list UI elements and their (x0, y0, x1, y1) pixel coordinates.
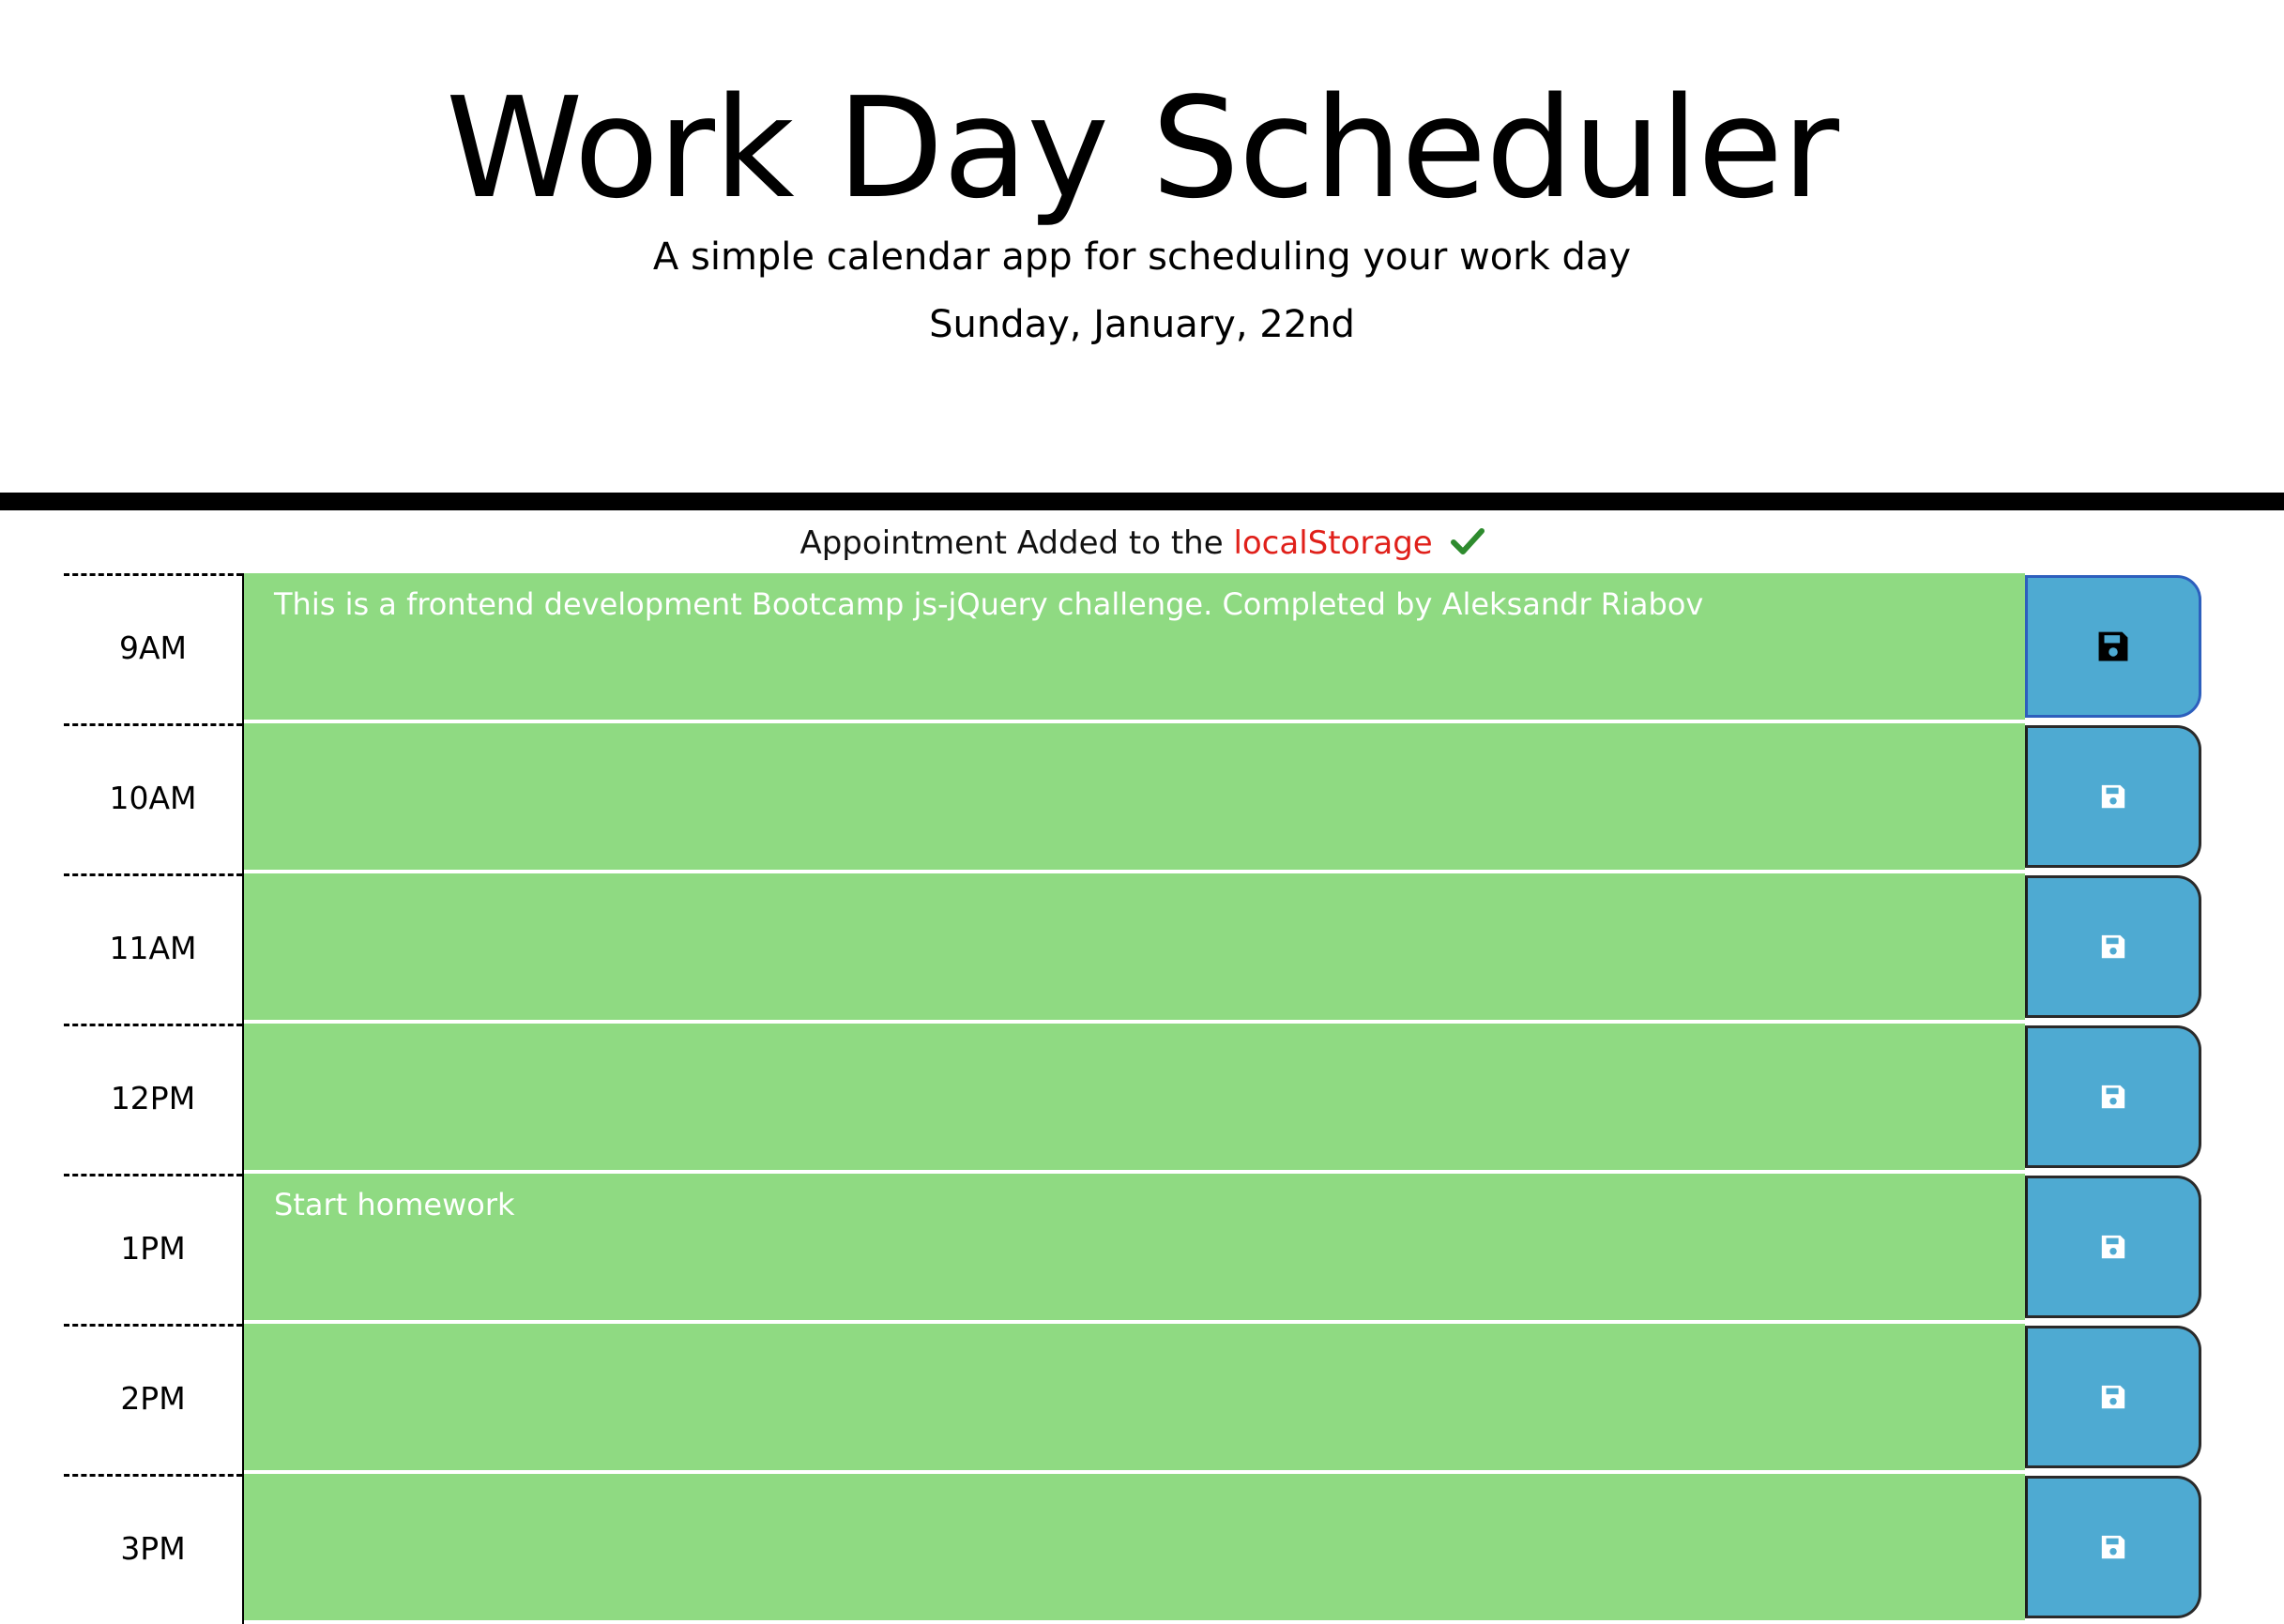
save-button[interactable] (2025, 575, 2201, 718)
save-button[interactable] (2025, 725, 2201, 868)
save-icon (2099, 1233, 2127, 1261)
save-button[interactable] (2025, 875, 2201, 1018)
save-button[interactable] (2025, 1176, 2201, 1318)
hour-label: 9AM (64, 573, 242, 723)
page-subtitle: A simple calendar app for scheduling your work day (652, 235, 1632, 279)
event-description-input[interactable] (244, 1024, 2025, 1172)
time-block (64, 573, 2203, 723)
event-description-input[interactable] (244, 1174, 2025, 1322)
save-icon (2099, 1083, 2127, 1111)
hour-label: 10AM (64, 723, 242, 873)
event-description-input[interactable] (244, 573, 2025, 721)
check-icon (1451, 527, 1485, 555)
hour-label: 12PM (64, 1024, 242, 1174)
event-description-input[interactable] (244, 1474, 2025, 1622)
save-icon (2099, 782, 2127, 811)
hour-label: 2PM (64, 1324, 242, 1474)
page-title: Work Day Scheduler (445, 68, 1839, 229)
notice-storage-label: localStorage (1233, 524, 1433, 562)
save-icon (2099, 1383, 2127, 1411)
current-day: Sunday, January, 22nd (929, 303, 1355, 346)
time-block (64, 1324, 2203, 1474)
save-icon (2099, 1533, 2127, 1561)
event-description-input[interactable] (244, 873, 2025, 1022)
schedule-container (64, 573, 2203, 1624)
event-description-input[interactable] (244, 1324, 2025, 1472)
time-block (64, 1174, 2203, 1324)
save-button[interactable] (2025, 1476, 2201, 1618)
time-block (64, 873, 2203, 1024)
notice-text: Appointment Added to the (799, 524, 1224, 562)
header (0, 0, 2284, 510)
hour-label: 3PM (64, 1474, 242, 1624)
event-description-input[interactable] (244, 723, 2025, 872)
hour-label: 1PM (64, 1174, 242, 1324)
save-button[interactable] (2025, 1025, 2201, 1168)
time-block (64, 1474, 2203, 1624)
save-icon (2099, 933, 2127, 961)
storage-notice (0, 515, 2284, 571)
hour-label: 11AM (64, 873, 242, 1024)
save-icon (2095, 629, 2131, 664)
time-block (64, 1024, 2203, 1174)
save-button[interactable] (2025, 1326, 2201, 1468)
time-block (64, 723, 2203, 873)
